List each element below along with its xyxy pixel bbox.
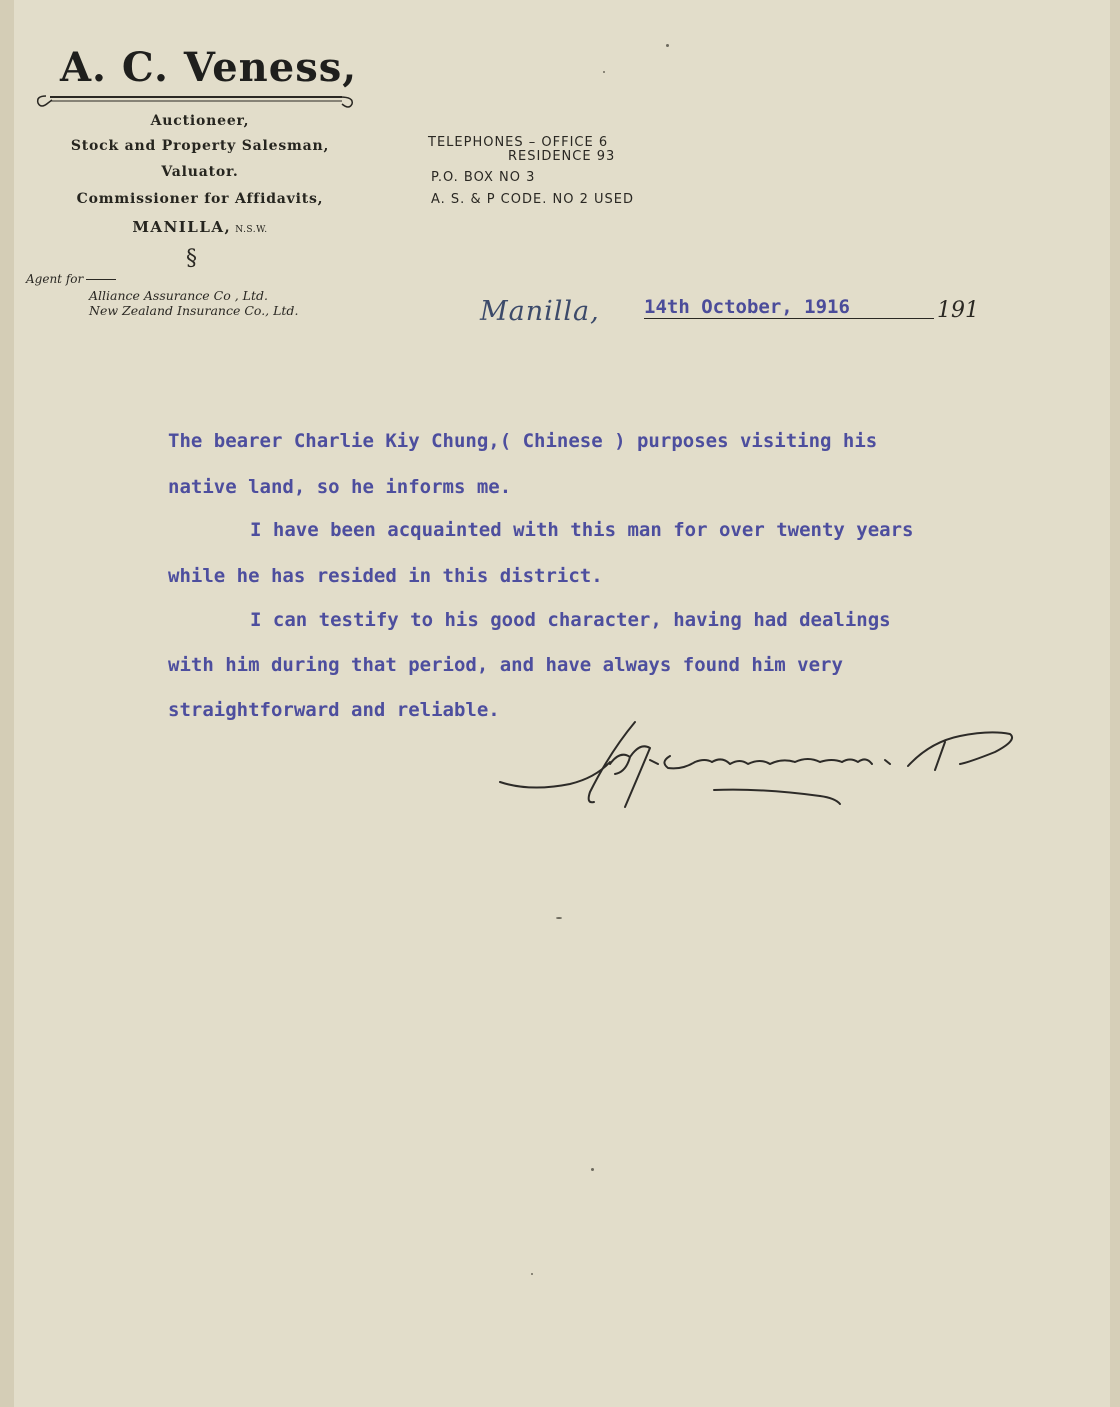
ornament-icon: § [186,246,197,271]
paper-speck [603,71,605,73]
paper-edge-right [1110,0,1120,1407]
body-line-7: straightforward and reliable. [168,699,500,721]
body-line-2: native land, so he informs me. [168,476,512,498]
printed-year: 191 [937,298,979,323]
contact-residence: RESIDENCE 93 [508,149,616,164]
letterhead-occupation-1: Auctioneer, [150,113,250,129]
agency-2: New Zealand Insurance Co., Ltd. [89,303,299,318]
letterhead-state: N.S.W. [235,225,268,235]
date-underline [644,318,934,319]
contact-telephones: TELEPHONES – OFFICE 6 [428,135,609,150]
letterhead-occupation-2: Stock and Property Salesman, [70,138,330,154]
agency-1: Alliance Assurance Co , Ltd. [89,288,268,303]
paper-edge-left [0,0,14,1407]
letterhead-occupation-4: Commissioner for Affidavits, [76,191,324,207]
body-line-6: with him during that period, and have always found him very [168,654,843,676]
paper-speck [531,1273,533,1275]
contact-po-box: P.O. BOX NO 3 [431,170,536,185]
agent-label: Agent for [26,272,116,286]
body-line-1: The bearer Charlie Kiy Chung,( Chinese ) purposes visiting his [168,430,878,452]
letterhead-name: A. C. Veness, [60,44,358,91]
body-line-4: while he has resided in this district. [168,565,603,587]
handwritten-place: Manilla, [480,296,600,327]
paper-speck [666,44,669,47]
paper-speck [591,1168,594,1171]
letterhead-town-line [20,218,380,236]
flourish-rule [32,88,358,114]
body-line-3: I have been acquainted with this man for over twenty years [250,519,914,541]
paper-speck [556,917,562,919]
typed-date: 14th October, 1916 [644,296,850,318]
signature [490,712,1050,822]
contact-code: A. S. & P CODE. NO 2 USED [431,192,634,207]
body-line-5: I can testify to his good character, having had dealings [250,609,891,631]
letterhead-occupation-3: Valuator. [161,164,239,180]
letterhead-town: MANILLA, [132,218,232,236]
